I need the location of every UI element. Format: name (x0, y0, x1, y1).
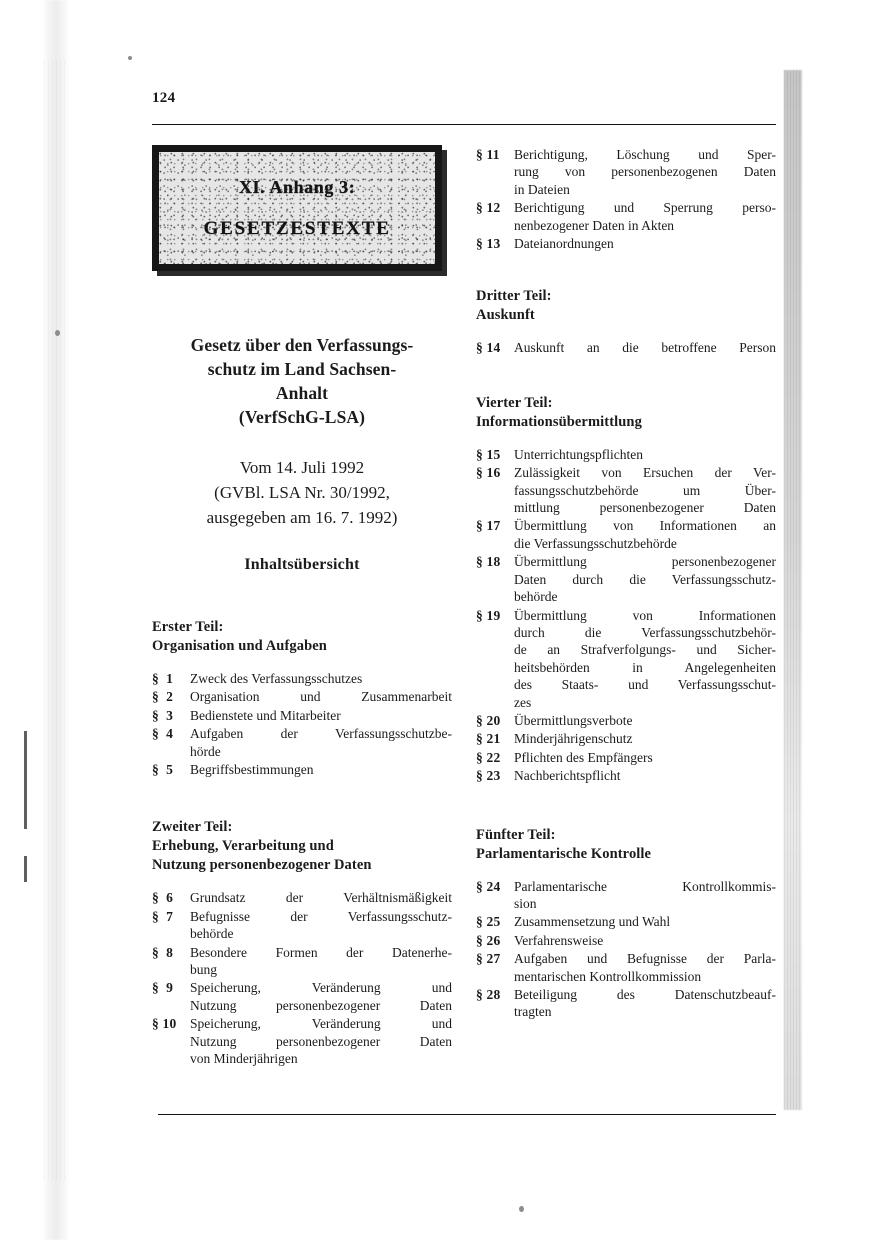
toc-entry (476, 932, 776, 949)
law-publication-date (152, 455, 452, 530)
toc-entry-title (514, 749, 776, 766)
right-column (476, 146, 776, 1022)
toc-entry-title (190, 761, 452, 778)
toc-entry (476, 446, 776, 463)
toc-entry (476, 339, 776, 356)
toc-entry-title-line: Bedienstete und Mitarbeiter (190, 707, 341, 723)
scan-speck (519, 1206, 524, 1212)
toc-entry-title-line: Übermittlung von Informationen an (514, 518, 776, 534)
toc-entry-title-line: behörde (190, 926, 234, 942)
toc-entries-zweiter (152, 889, 452, 1067)
toc-entry-title-line: Dateianordnungen (514, 236, 614, 252)
toc-entry-title (514, 553, 776, 605)
toc-entry-section-number: § 23 (476, 768, 501, 784)
law-title-line: Anhalt (275, 383, 329, 403)
toc-entry-title-line: behörde (514, 589, 558, 605)
toc-entry-title-line: Zusammensetzung und Wahl (514, 914, 671, 930)
part-heading-line: Dritter Teil: (476, 288, 552, 305)
toc-entry-title (514, 607, 776, 711)
part-heading-line: Auskunft (476, 307, 535, 324)
toc-entry-title (514, 913, 776, 930)
toc-entry-title-line: de an Strafverfolgungs- und Sicher- (514, 642, 776, 658)
page-number: 124 (152, 90, 176, 106)
toc-entry-title-line: Auskunft an die betroffene Person (514, 340, 776, 356)
scan-speck (55, 330, 60, 336)
toc-entry-title (190, 688, 452, 705)
toc-entry-section-number: § 19 (476, 607, 501, 623)
part-heading-zweiter (152, 818, 452, 875)
toc-entry-title (190, 725, 452, 760)
toc-entry-title-line: fassungsschutzbehörde um Über- (514, 482, 776, 498)
part-heading-line: Organisation und Aufgaben (152, 638, 327, 654)
part-heading-line: Vierter Teil: (476, 394, 553, 411)
toc-entry-title-line: in Dateien (514, 181, 570, 197)
appendix-title-line1: XI. Anhang 3: (238, 176, 356, 197)
law-title (152, 333, 452, 429)
toc-entry (152, 889, 452, 906)
toc-entry-section-number: § 13 (476, 236, 501, 252)
part-heading-line: Parlamentarische Kontrolle (476, 845, 652, 862)
toc-entry-title (514, 517, 776, 552)
toc-entry (152, 979, 452, 1014)
toc-entry (152, 670, 452, 687)
toc-entry (476, 986, 776, 1021)
part-heading-line: Zweiter Teil: (152, 819, 233, 836)
toc-entry-title (190, 908, 452, 943)
toc-entry (476, 767, 776, 784)
toc-entry (476, 553, 776, 605)
toc-entry-title (514, 199, 776, 234)
toc-entry-title-line: Besondere Formen der Datenerhe- (190, 944, 452, 960)
part-heading-vierter (476, 394, 776, 432)
toc-entry-section-number: § 20 (476, 712, 501, 728)
toc-entry-section-number: § 7 (152, 908, 174, 924)
toc-entry-title (514, 767, 776, 784)
toc-entry-title (514, 339, 776, 356)
toc-entry (476, 950, 776, 985)
toc-entry-title (190, 670, 452, 687)
law-date-line: Vom 14. Juli 1992 (239, 458, 365, 477)
toc-entry (476, 235, 776, 252)
column-spacer (476, 358, 776, 394)
toc-entry (476, 712, 776, 729)
toc-entry-title (514, 986, 776, 1021)
toc-entry-title (514, 146, 776, 198)
toc-entry-title (514, 464, 776, 516)
part-heading-erster (152, 618, 452, 656)
toc-entry-section-number: § 1 (152, 671, 174, 686)
scan-streaks-left (44, 60, 68, 1180)
toc-entries-vierter (476, 446, 776, 785)
column-spacer (476, 253, 776, 287)
toc-entry-title-line: heitsbehörden in Angelegenheiten (514, 659, 776, 675)
toc-entry-title-line: hörde (190, 743, 221, 759)
toc-entry-title-line: Beteiligung des Datenschutzbeauf- (514, 987, 776, 1002)
toc-entry-title-line: Übermittlungsverbote (514, 712, 633, 728)
law-title-line: Gesetz über den Verfassungs- (190, 335, 414, 355)
header-rule (152, 124, 776, 125)
toc-entry-title (514, 235, 776, 252)
toc-entry-title-line: tragten (514, 1004, 552, 1020)
toc-entry-section-number: § 17 (476, 518, 501, 534)
margin-tick-upper (24, 731, 27, 829)
toc-entry-title-line: mittlung personenbezogener Daten (514, 500, 776, 516)
toc-entry-title-line: Minderjährigenschutz (514, 731, 633, 747)
column-spacer (476, 786, 776, 826)
toc-entry-title (190, 889, 452, 906)
part-heading-line: Erster Teil: (152, 619, 224, 635)
toc-entry-title (514, 446, 776, 463)
toc-entry-title-line: Nutzung personenbezogener Daten (190, 997, 452, 1013)
toc-entry-title-line: Organisation und Zusammenarbeit (190, 689, 452, 705)
toc-entry-title-line: Daten durch die Verfassungsschutz- (514, 571, 776, 587)
toc-entry (476, 878, 776, 913)
toc-entry-title-line: Befugnisse der Verfassungsschutz- (190, 908, 452, 924)
appendix-title-line2: GESETZESTEXTE (203, 217, 391, 239)
toc-entry-section-number: § 21 (476, 731, 501, 747)
scan-streaks-right (784, 70, 802, 1110)
toc-entry-title-line: Aufgaben und Befugnisse der Parla- (514, 951, 776, 967)
margin-tick-lower (24, 856, 27, 882)
toc-entry (152, 908, 452, 943)
toc-entry-section-number: § 12 (476, 200, 501, 216)
toc-entry-section-number: § 10 (152, 1016, 177, 1032)
toc-entry (152, 761, 452, 778)
toc-entry (476, 146, 776, 198)
toc-entry-section-number: § 6 (152, 890, 174, 906)
toc-entry-title-line: Übermittlung personenbezogener (514, 554, 776, 570)
toc-entry-title-line: Zulässigkeit von Ersuchen der Ver- (514, 465, 776, 481)
toc-entry-title-line: sion (514, 895, 537, 911)
toc-entry-title (190, 1015, 452, 1067)
toc-entry-section-number: § 22 (476, 749, 501, 765)
toc-entry (476, 607, 776, 711)
toc-entry-title-line: Speicherung, Veränderung und (190, 980, 452, 996)
law-date-line: (GVBl. LSA Nr. 30/1992, (214, 483, 390, 502)
toc-entry (152, 725, 452, 760)
toc-entry-section-number: § 18 (476, 554, 501, 570)
toc-entry-title-line: bung (190, 962, 217, 978)
toc-entry (152, 688, 452, 705)
toc-entry-title-line: nenbezogener Daten in Akten (514, 217, 675, 233)
toc-entry-title-line: Übermittlung von Informationen (514, 607, 776, 623)
toc-entry-section-number: § 11 (476, 147, 500, 162)
toc-entries-dritter (476, 339, 776, 356)
toc-entry (476, 517, 776, 552)
toc-entry-title-line: rung von personenbezogenen Daten (514, 164, 776, 180)
toc-entry-section-number: § 8 (152, 944, 174, 960)
toc-entry-title-line: Zweck des Verfassungsschutzes (190, 671, 363, 686)
toc-entry-title-line: durch die Verfassungsschutzbehör- (514, 624, 776, 640)
toc-entry (152, 1015, 452, 1067)
appendix-title-box (152, 145, 442, 271)
law-title-line: schutz im Land Sachsen- (207, 359, 397, 379)
toc-entry-title-line: Parlamentarische Kontrollkommis- (514, 878, 776, 894)
toc-entry-title-line: Speicherung, Veränderung und (190, 1016, 452, 1032)
toc-entry-title-line: des Staats- und Verfassungsschut- (514, 677, 776, 693)
toc-entry-title-line: Berichtigung und Sperrung perso- (514, 200, 776, 216)
toc-entry-section-number: § 28 (476, 987, 501, 1002)
toc-entry (476, 913, 776, 930)
toc-entry-section-number: § 15 (476, 446, 501, 462)
toc-entry-section-number: § 24 (476, 878, 501, 894)
toc-entry-title (514, 950, 776, 985)
toc-entry-title (514, 712, 776, 729)
part-heading-line: Fünfter Teil: (476, 826, 556, 843)
toc-entry-section-number: § 3 (152, 707, 174, 723)
toc-entry (476, 730, 776, 747)
toc-entry-title (514, 932, 776, 949)
toc-entry (152, 707, 452, 724)
toc-heading: Inhaltsübersicht (244, 556, 360, 573)
toc-entry-title-line: mentarischen Kontrollkommission (514, 968, 702, 984)
part-heading-line: Erhebung, Verarbeitung und (152, 838, 334, 855)
part-heading-line: Nutzung personenbezogener Daten (152, 857, 372, 874)
toc-entry-section-number: § 16 (476, 465, 501, 481)
scan-speck (128, 56, 132, 60)
toc-entry-section-number: § 26 (476, 932, 501, 948)
toc-entry-title-line: Nachberichtspflicht (514, 768, 621, 784)
toc-entry-title-line: zes (514, 694, 532, 710)
toc-entry-title-line: die Verfassungsschutzbehörde (514, 535, 677, 551)
toc-entry-title-line: Verfahrensweise (514, 932, 604, 948)
part-heading-dritter (476, 287, 776, 325)
toc-entry-title-line: Unterrichtungspflichten (514, 446, 643, 462)
toc-entry-section-number: § 4 (152, 726, 174, 742)
law-title-line: (VerfSchG-LSA) (238, 407, 366, 427)
toc-entry-section-number: § 2 (152, 689, 174, 705)
toc-entry-title (514, 730, 776, 747)
toc-entries-zweiter-continued (476, 146, 776, 252)
toc-entry (476, 199, 776, 234)
toc-entry-title (190, 944, 452, 979)
toc-entry (476, 749, 776, 766)
toc-entry-title-line: Begriffsbestimmungen (190, 762, 314, 778)
toc-entry-title (514, 878, 776, 913)
part-heading-line: Informationsübermittlung (476, 413, 642, 430)
scan-binding-shadow-left (42, 0, 70, 1240)
toc-entry-title (190, 979, 452, 1014)
toc-entries-fuenfter (476, 878, 776, 1021)
toc-entry-title-line: Berichtigung, Löschung und Sper- (514, 147, 776, 162)
toc-entry-title-line: Pflichten des Empfängers (514, 749, 653, 765)
footer-rule (158, 1114, 776, 1115)
part-heading-fuenfter (476, 826, 776, 864)
toc-entry (152, 944, 452, 979)
toc-entry (476, 464, 776, 516)
toc-entry-title-line: Aufgaben der Verfassungsschutzbe- (190, 726, 452, 742)
toc-entry-section-number: § 9 (152, 980, 174, 996)
toc-entry-title (190, 707, 452, 724)
toc-entry-title-line: von Minderjährigen (190, 1051, 298, 1067)
toc-entry-section-number: § 25 (476, 914, 501, 930)
left-column (152, 145, 452, 1069)
toc-entry-section-number: § 5 (152, 762, 174, 778)
toc-entry-title-line: Grundsatz der Verhältnismäßigkeit (190, 890, 452, 906)
toc-entry-section-number: § 14 (476, 340, 501, 356)
toc-entries-erster (152, 670, 452, 778)
law-date-line: ausgegeben am 16. 7. 1992) (206, 508, 398, 527)
toc-entry-section-number: § 27 (476, 951, 501, 967)
toc-entry-title-line: Nutzung personenbezogener Daten (190, 1033, 452, 1049)
